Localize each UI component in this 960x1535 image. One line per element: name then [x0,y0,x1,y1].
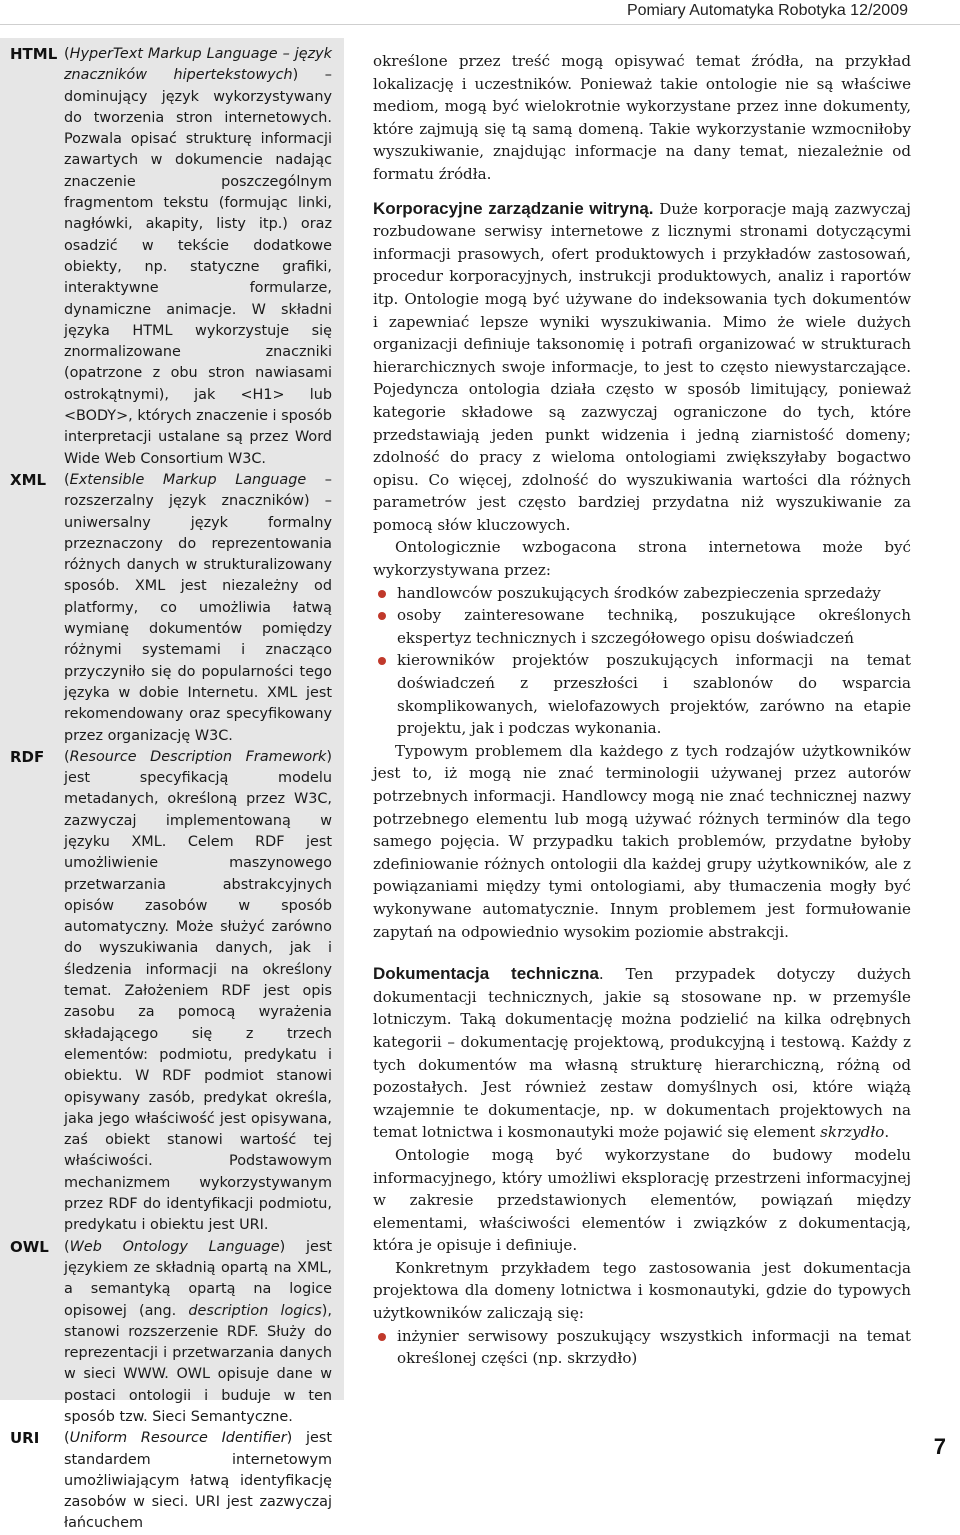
glossary-term: RDF [10,747,45,766]
list-item-text: kierowników projektów poszukujących informacji na temat doświadczeń z przeszłości i szablonów do wsparcia skomplikowanych, wielofazowych projektów, zarówno na etapie projektu, jak i podczas wykonania. [397,651,911,738]
glossary-definition-text: ) – dominujący język wykorzystywany do tworzenia stron internetowych. Pozwala opisać strukturę informacji zawartych w dokumencie nadając znaczenie poszczególnym fragmentom tekstu (formując linki, nagłówki, akapity, listy itp.) oraz osadzić w tekście dodatkowe obiekty, np. statyczne grafiki, interaktywne formularze, dynamiczne animacje. W składni języka HTML wykorzystuje się znormalizowane znaczniki (opatrzone z obu stron nawiasami ostrokątnymi), jak <H1> lub <BODY>, których znaczenie i sposób interpretacji ustalane są przez Word Wide Web Consortium W3C. [64,67,332,467]
paragraph: Typowym problemem dla każdego z tych rodzajów użytkowników jest to, iż mogą nie znać terminologii używanej przez autorów potrzebnych informacji. Handlowcy mogą nie znać technicznej nazwy potrzebnego elementu lub mogą używać różnych terminów dla tego samego pojęcia. W przypadku takich problemów, przydatne byłoby zdefiniowanie różnych ontologii dla każdej grupy użytkowników, ale z powiązaniami między tymi ontologiami, aby tłumaczenia mogły być wykonywane automatycznie. Innym problemem jest formułowanie zapytań na odpowiednio wysokim poziomie abstrakcji. [373,741,911,941]
glossary-definition: (Resource Description Framework) jest specyfikacją modelu metadanych, określoną przez W3C, zazwyczaj implementowaną w języku XML. Celem RDF jest umożliwienie maszynowego przetwarzania abstrakcyjnych opisów zasobów w sposób automatyczny. Może służyć zarówno do wyszukiwania danych, jak i śledzenia informacji na określony temat. Założeniem RDF jest opis zasobu za pomocą wyrażenia składającego się z trzech elementów: podmiotu, predykatu i obiektu. W RDF podmiot stanowi opisywany zasób, predykat określa, jaka jego właściwość jest opisywana, zaś obiekt stanowi wartość tej właściwości. Podstawowym mechanizmem wykorzystywanym przez RDF do identyfikacji podmiotu, predykatu i obiektu jest URI. [64,748,332,1234]
glossary-term: XML [10,470,47,489]
glossary-definition: (Uniform Resource Identifier) jest standardem internetowym umożliwiającym łatwą identyfikację zasobów w sieci. URI jest zazwyczaj łańcuchem [64,1430,332,1532]
list-item-text: osoby zainteresowane techniką, poszukujące określonych ekspertyz technicznych i szczegółowego opisu doświadczeń [397,606,911,647]
glossary-definition: (HyperText Markup Language – język znaczników hipertekstowych) – dominujący język wykorzystywany do tworzenia stron internetowych. Pozwala opisać strukturę informacji zawartych w dokumencie nadając znaczenie poszczególnym fragmentom tekstu (formując linki, nagłówki, akapity, listy itp.) oraz osadzić w tekście dodatkowe obiekty, np. statyczne grafiki, interaktywne formularze, dynamiczne animacje. W składni języka HTML wykorzystuje się znormalizowane znaczniki (opatrzone z obu stron nawiasami ostrokątnymi), jak <H1> lub <BODY>, których znaczenie i sposób interpretacji ustalane są przez Word Wide Web Consortium W3C. [64,46,332,467]
glossary-definition-text: ) jest standardem internetowym umożliwiającym łatwą identyfikację zasobów w sieci. URI jest zazwyczaj łańcuchem [64,1430,332,1532]
glossary-term: OWL [10,1237,49,1256]
glossary-term-expansion: description logics [188,1302,322,1319]
list-item-text: inżynier serwisowy poszukujący wszystkich informacji na temat określonej części (np. skrzydło) [397,1326,911,1368]
section-heading: Korporacyjne zarządzanie witryną. [373,198,654,218]
glossary-term-expansion: HyperText Markup Language – język znaczników hipertekstowych [64,46,332,84]
paragraph-text: Duże korporacje mają zazwyczaj rozbudowane serwisy internetowe z licznymi stronami dotyczącymi informacji prasowych, ofert produktowych i przykładów zastosowań, procedur korporacyjnych, instrukcji produktowych, analiz i raportów itp. Ontologie mogą być używane do indeksowania tych dokumentów i zapewniać lepsze wyniki wyszukiwania. Mimo że wiele dużych organizacji definiuje taksonomię i potrafi organizować w strukturach hierarchicznych swoje informacje, to jest to często niewystarczające. Pojedyncza ontologia działa często w sposób limitujący, ponieważ kategorie składowe są zazwyczaj ograniczone do tych, które przedstawiają jeden punkt widzenia i jedną ziarnistość domeny; zdolność do pracy z wieloma ontologiami zwiększyłaby bogactwo opisu. Co więcej, zdolność do wyszukiwania wartości dla różnych parametrów jest często bardziej przydatna niż wyszukiwanie za pomocą słów kluczowych. [373,199,911,534]
glossary-definition: (Web Ontology Language) jest językiem ze składnią opartą na XML, a semantyką opartą na logice opisowej (ang. description logics), stanowi rozszerzenie RDF. Służy do reprezentacji i przetwarzania danych w sieci WWW. OWL opisuje dane w postaci ontologii i buduje w ten sposób tzw. Sieci Semantyczne. [64,1238,333,1425]
bullet-icon [378,612,386,620]
glossary-definition-text: ) jest specyfikacją modelu metadanych, określoną przez W3C, zazwyczaj implementowaną w języku XML. Celem RDF jest umożliwienie maszynowego przetwarzania abstrakcyjnych opisów zasobów w sposób automatyczny. Może służyć zarówno do wyszukiwania danych, jak i śledzenia informacji na określony temat. Założeniem RDF jest opis zasobu za pomocą wyrażenia składającego się z trzech elementów: podmiotu, predykatu i obiektu. W RDF podmiot stanowi opisywany zasób, predykat określa, jaka jego właściwość jest opisywana, zaś obiekt stanowi wartość tej właściwości. Podstawowym mechanizmem wykorzystywanym przez RDF do identyfikacji podmiotu, predykatu i obiektu jest URI. [64,748,332,1234]
glossary [0,44,340,1535]
glossary-definition: (Extensible Markup Language – rozszerzalny język znaczników) – uniwersalny język formalny przeznaczony do reprezentowania różnych danych w strukturalizowany sposób. XML jest niezależny od platformy, co umożliwia łatwą wymianę dokumentów pomiędzy różnymi systemami i znacząco przyczyniło się do popularności tego języka w dobie Internetu. XML jest rekomendowany oraz specyfikowany przez organizację W3C. [64,471,332,744]
bullet-icon [378,657,386,665]
bullet-icon [378,1333,386,1341]
glossary-definition-text: ) jest językiem ze składnią opartą na XML, a semantyką opartą na logice opisowej (ang. [64,1238,333,1319]
list-item [373,1325,911,1370]
glossary-entry-xml [0,470,340,747]
page-header [0,0,960,25]
bullet-icon [378,590,386,598]
glossary-term-expansion: Extensible Markup Language [69,471,307,488]
paragraph-text: . Ten przypadek dotyczy dużych dokumentacji technicznych, jakie są stosowane np. w przemyśle lotniczym. Taką dokumentację można podzielić na kilka odrębnych kategorii – dokumentację projektową, produkcyjną i testową. Każdy z tych dokumentów ma własną strukturę hierarchiczną, różną od pozostałych. Jest również zestaw domyślnych osi, które wiążą wzajemnie te dokumentacje, np. w dokumentach projektowych na temat lotnictwa i kosmonautyki może pojawić się element [373,965,912,1142]
paragraph: Konkretnym przykładem tego zastosowania jest dokumentacja projektowa dla domeny lotnictwa i kosmonautyki, gdzie do typowych użytkowników zaliczają się: [373,1258,911,1323]
glossary-entry-html [0,44,340,470]
list-item [373,582,911,605]
italic-term: skrzydło [820,1123,885,1142]
glossary-definition-text: rozszerzalny język znaczników) – uniwersalny język formalny przeznaczony do reprezentowania różnych danych w strukturalizowany sposób. XML jest niezależny od platformy, co umożliwia łatwą wymianę dokumentów pomiędzy różnymi systemami i znacząco przyczyniło się do popularności tego języka w dobie Internetu. XML jest rekomendowany oraz specyfikowany przez organizację W3C. [64,493,332,744]
glossary-term-expansion: Uniform Resource Identifier [69,1430,287,1447]
article-body [373,50,911,1370]
glossary-term-expansion: Web Ontology Language [69,1238,280,1255]
page-number: 7 [933,1434,946,1459]
journal-title: Pomiary Automatyka Robotyka 12/2009 [626,2,908,19]
paragraph-technical-docs: Dokumentacja techniczna. Ten przypadek dotyczy dużych dokumentacji technicznych, jakie są stosowane np. w przemyśle lotniczym. Taką dokumentację można podzielić na kilka odrębnych kategorii – dokumentację projektową, produkcyjną i testową. Każdy z tych dokumentów ma własną strukturę hierarchiczną, różną od pozostałych. Jest również zestaw domyślnych osi, które wiążą wzajemnie te dokumentacje, np. w dokumentach projektowych na temat lotnictwa i kosmonautyki może pojawić się element skrzydło. [373,964,912,1142]
section-heading: Dokumentacja techniczna [373,964,599,984]
glossary-term-expansion: Resource Description Framework [69,748,327,765]
glossary-term: URI [10,1429,40,1448]
glossary-entry-owl [0,1237,340,1429]
list-item [373,649,911,739]
bullet-list [373,1325,911,1370]
paragraph: Ontologicznie wzbogacona strona internetowa może być wykorzystywana przez: [373,538,911,580]
bullet-list [373,582,911,740]
paragraph: określone przez treść mogą opisywać temat źródła, na przykład lokalizację i uczestników. Ponieważ takie ontologie nie są właściwe mediom, mogą być wielokrotnie wykorzystane przez inne dokumenty, które zajmują się tą samą domeną. Takie wykorzystanie wzmocniłoby wyszukiwanie, znajdując informacje na dany temat, niezależnie od formatu źródła. [373,52,911,183]
list-item-text: handlowców poszukujących środków zabezpieczenia sprzedaży [397,583,881,602]
glossary-definition-text: ), stanowi rozszerzenie RDF. Służy do reprezentacji i przetwarzania danych w sieci WWW. OWL opisuje dane w postaci ontologii i buduje w ten sposób tzw. Sieci Semantyczne. [64,1302,332,1425]
glossary-term: HTML [10,45,58,63]
paragraph-corporate-site [373,198,911,537]
glossary-entry-rdf [0,747,340,1237]
paragraph: Ontologie mogą być wykorzystane do budowy modelu informacyjnego, który umożliwi eksplorację przestrzeni informacyjnej w zakresie przedstawionych elementów, powiązań między elementami, właściwości elementów i związków z dokumentacją, która je opisuje i definiuje. [373,1145,911,1255]
list-item [373,604,911,649]
